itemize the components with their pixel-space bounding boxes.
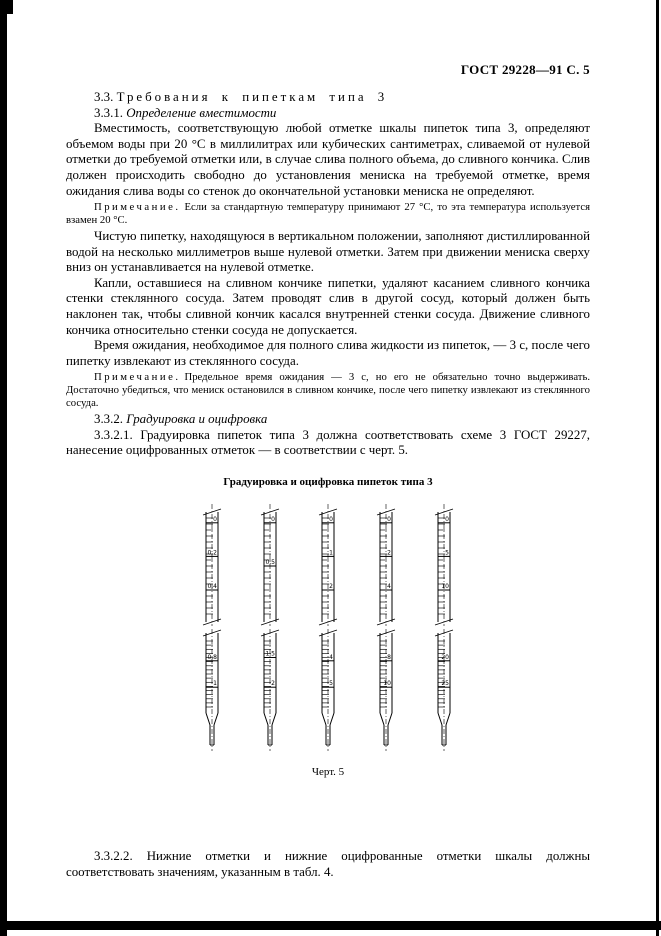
pipette-bottom-segment [305, 629, 351, 751]
svg-text:4: 4 [387, 583, 391, 591]
svg-text:2: 2 [329, 583, 333, 591]
svg-text:0,4: 0,4 [207, 583, 217, 591]
svg-text:10: 10 [383, 680, 391, 688]
svg-text:1: 1 [213, 680, 217, 688]
pipette-row-bottom [189, 629, 467, 751]
scan-edge-left [0, 0, 7, 936]
svg-text:0: 0 [329, 516, 333, 524]
svg-text:5: 5 [329, 680, 333, 688]
note-2 [66, 371, 590, 410]
scan-edge-right [656, 0, 659, 936]
pipette-figure-grid [66, 504, 590, 751]
section-3-3-1-heading [66, 106, 590, 122]
pipette-top-segment [305, 504, 351, 626]
svg-text:1,5: 1,5 [265, 650, 275, 658]
svg-text:5: 5 [445, 549, 449, 557]
paragraph-3-3-2-1: 3.3.2.1. Градуировка пипеток типа 3 должна соответствовать схеме 3 ГОСТ 29227, нанесение оцифрованных отметок — в соответствии с черт. 5. [66, 427, 590, 458]
svg-text:0: 0 [271, 516, 275, 524]
section-3-3-2-number: 3.3.2. [94, 412, 124, 427]
note-2-text: Предельное время ожидания — 3 с, но его не обязательно точно выдерживать. Достаточно убедиться, что мениск остановился в сливном кончике, после чего пипетку извлекают из стеклянного сосуда. [66, 371, 590, 410]
paragraph-capacity: Вместимость, соответствующую любой отметке шкалы пипеток типа 3, определяют объемом воды при 20 °С в миллилитрах или кубических сантиметрах, сливаемой от нулевой отметки до требуемой отметки или, в случае слива полного объема, до сливного кончика. Слив должен происходить свободно до установления мениска на требуемой отметке, время ожидания слива воды со стенок до окончательной установки мениска не определяют. [66, 121, 590, 198]
pipette-bottom-segment [189, 629, 235, 751]
pipette-figure [66, 475, 590, 781]
paragraph-filling: Чистую пипетку, находящуюся в вертикальном положении, заполняют дистиллированной водой на несколько миллиметров выше нулевой отметки. Затем при движении мениска сверху вниз он устанавливается на нулевой отметке. [66, 228, 590, 275]
pipette-bottom-segment [363, 629, 409, 751]
svg-text:1: 1 [329, 549, 333, 557]
scan-edge-bottom [0, 921, 661, 930]
svg-text:2: 2 [271, 680, 275, 688]
page-header: ГОСТ 29228—91 С. 5 [460, 62, 590, 77]
section-3-3-heading [66, 90, 590, 106]
section-3-3-number: 3.3. [94, 90, 114, 104]
figure-title: Градуировка и оцифровка пипеток типа 3 [223, 475, 433, 488]
section-3-3-2-title: Градуировка и оцифровка [126, 412, 268, 427]
svg-text:0,2: 0,2 [207, 549, 217, 557]
pipette-bottom-segment [421, 629, 467, 751]
pipette-top-segment [247, 504, 293, 626]
paragraph-drops: Капли, оставшиеся на сливном кончике пипетки, удаляют касанием сливного кончика стенки стеклянного сосуда. Затем проводят слив в другой сосуд, который должен быть наклонен так, чтобы сливной кончик касался внутренней стенки сосуда. Движение сливного кончика относительно стенки сосуда не допускается. [66, 275, 590, 337]
section-3-3-2-heading [66, 412, 590, 428]
pipette-top-segment [189, 504, 235, 626]
svg-text:0,8: 0,8 [207, 654, 217, 662]
svg-text:0: 0 [213, 516, 217, 524]
svg-text:4: 4 [329, 654, 333, 662]
note-1-label: Примечание. [94, 201, 181, 214]
note-1 [66, 201, 590, 227]
svg-text:25: 25 [441, 680, 449, 688]
paragraph-waiting-time: Время ожидания, необходимое для полного слива жидкости из пипеток, — 3 с, после чего пипетку извлекают из стеклянного сосуда. [66, 338, 590, 368]
svg-text:0,5: 0,5 [265, 559, 275, 567]
pipette-bottom-segment [247, 629, 293, 751]
pipette-top-segment [421, 504, 467, 626]
document-body [66, 90, 590, 880]
svg-text:20: 20 [441, 654, 449, 662]
section-3-3-1-number: 3.3.1. [94, 105, 124, 120]
paragraph-3-3-2-2: 3.3.2.2. Нижние отметки и нижние оцифрованные отметки шкалы должны соответствовать значениям, указанным в табл. 4. [66, 849, 590, 879]
section-3-3-title: Требования к пипеткам типа 3 [116, 90, 388, 104]
section-3-3-1-title: Определение вместимости [126, 105, 277, 120]
svg-text:0: 0 [387, 516, 391, 524]
svg-text:8: 8 [387, 654, 391, 662]
svg-text:0: 0 [445, 516, 449, 524]
pipette-top-segment [363, 504, 409, 626]
note-2-label: Примечание. [94, 371, 181, 384]
note-1-text: Если за стандартную температуру принимают 27 °С, то эта температура используется взамен 20 °С. [66, 201, 590, 227]
svg-text:2: 2 [387, 549, 391, 557]
figure-caption: Черт. 5 [311, 766, 345, 779]
pipette-row-top [189, 504, 467, 626]
svg-text:10: 10 [441, 583, 449, 591]
